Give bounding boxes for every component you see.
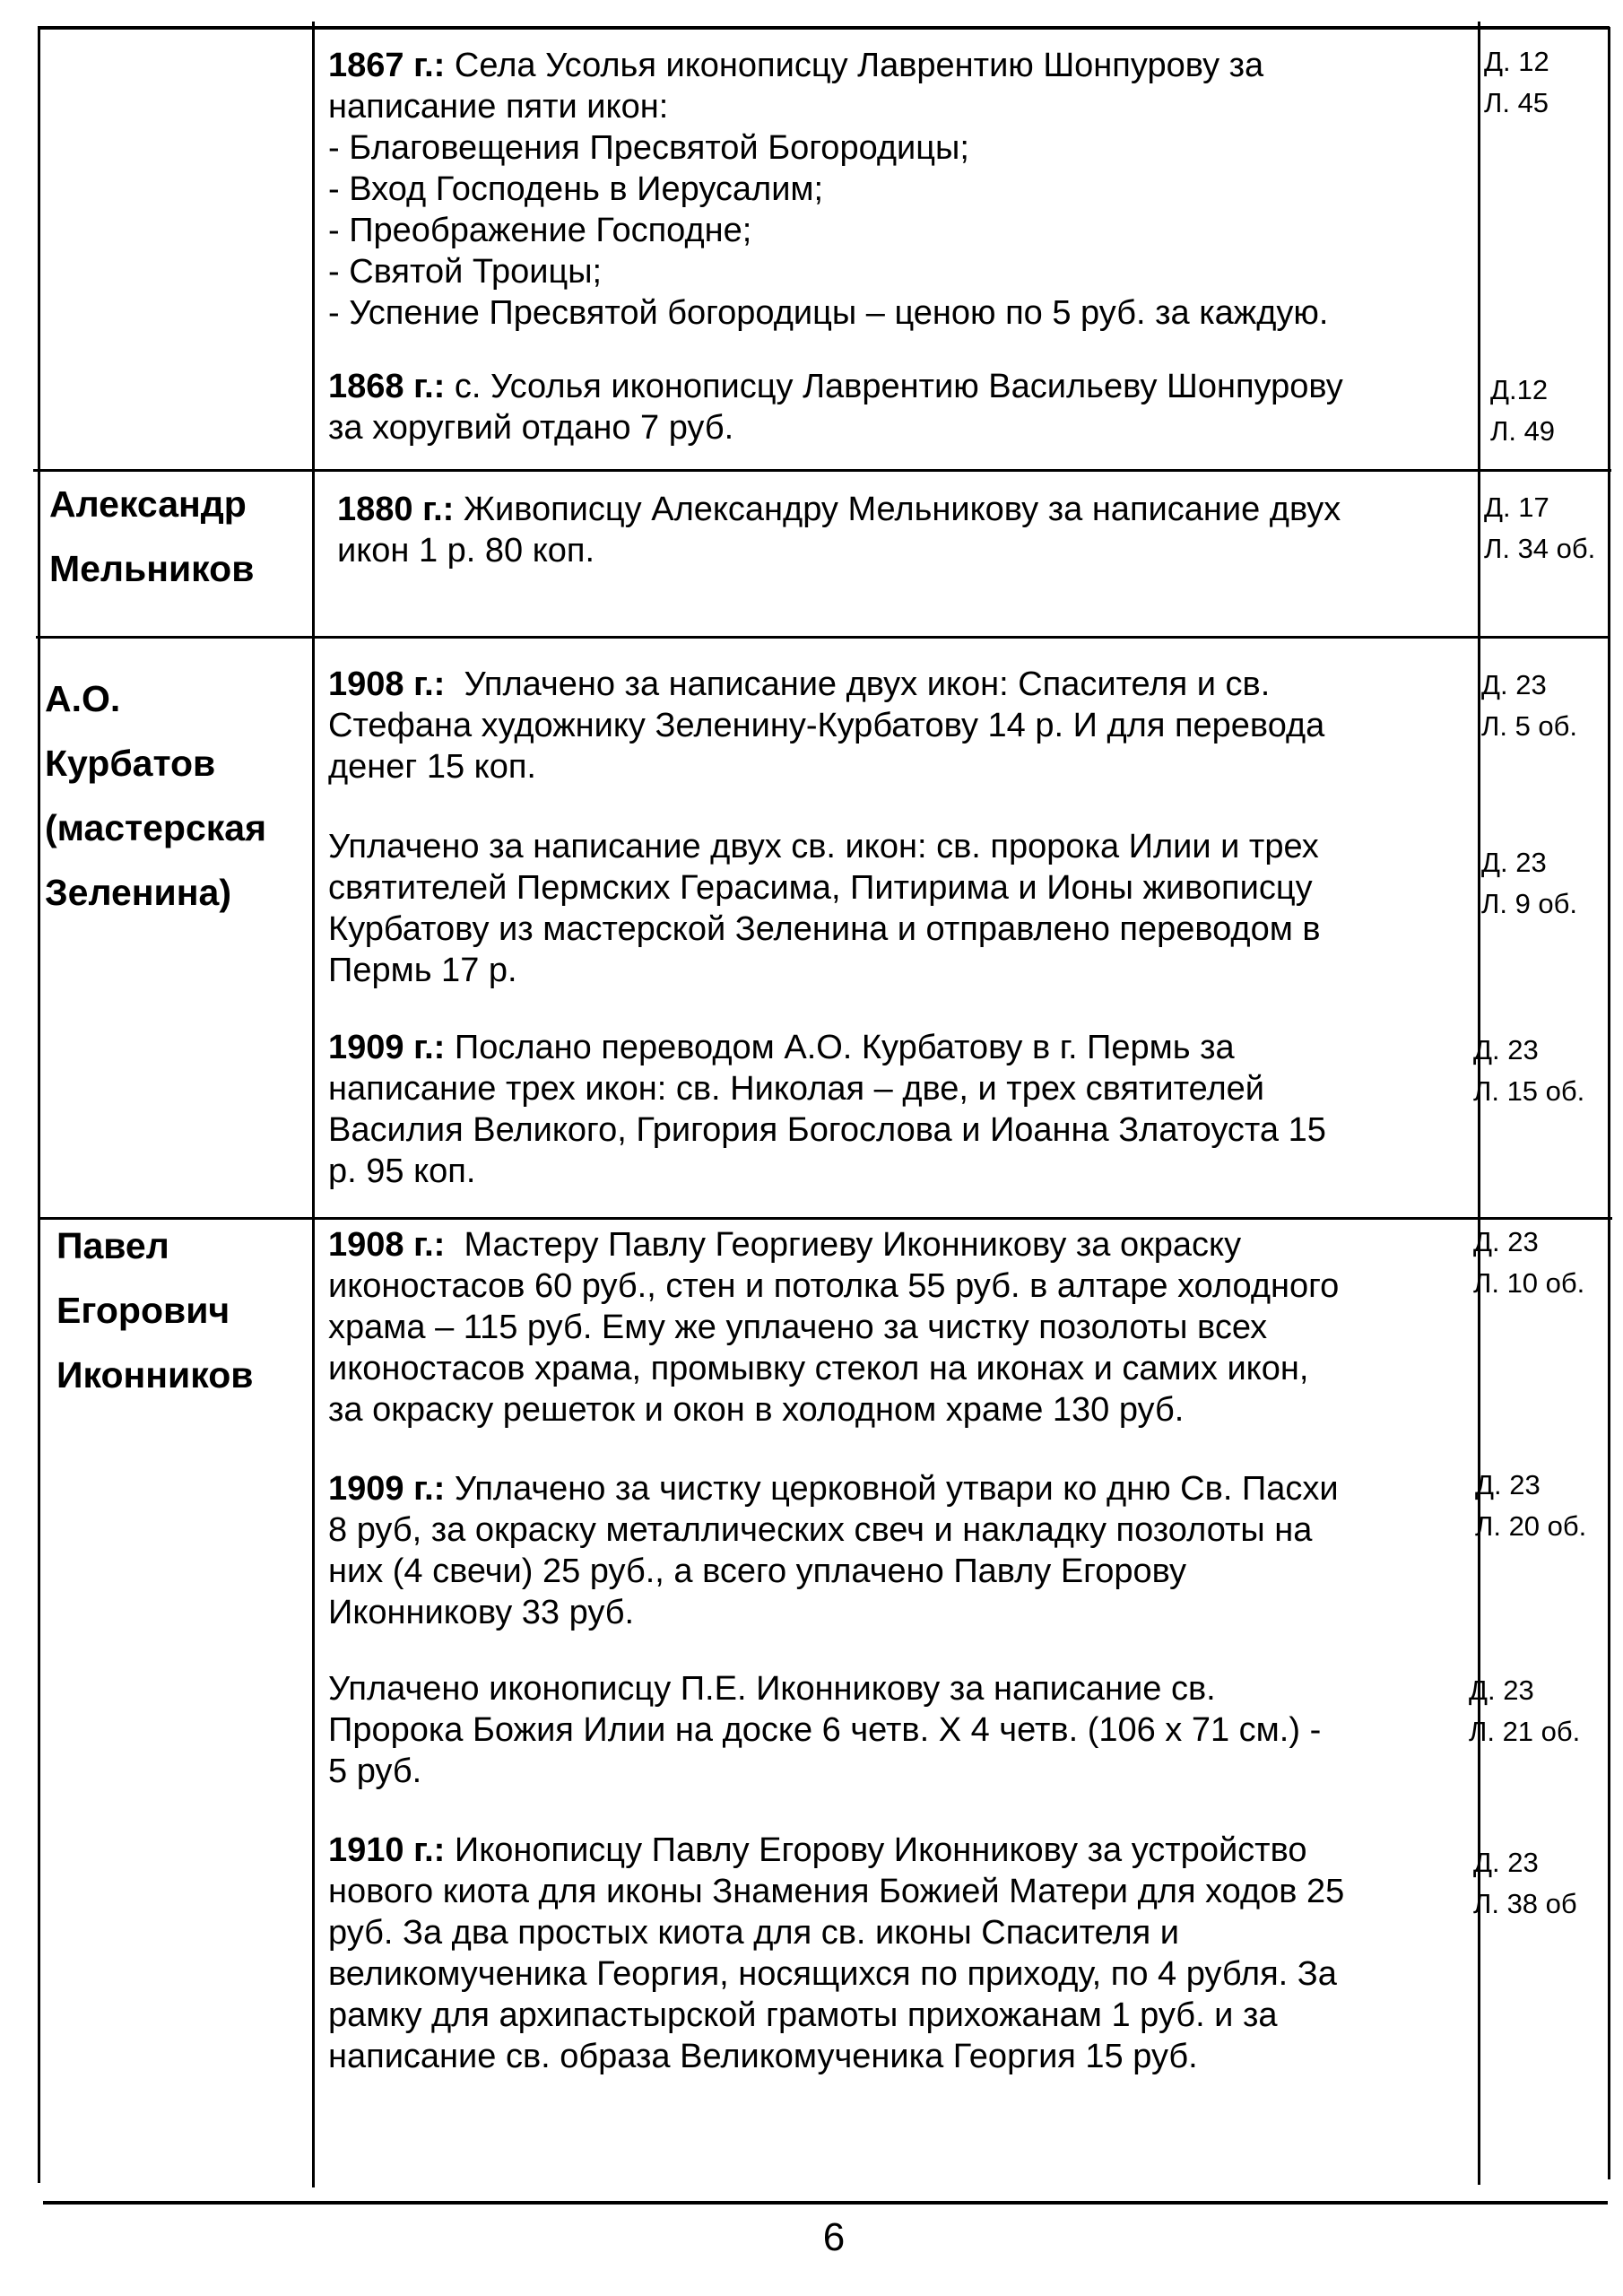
archive-reference: Д. 23 Л. 20 об. bbox=[1475, 1469, 1587, 1542]
row-divider bbox=[38, 1217, 1612, 1220]
row-divider bbox=[33, 469, 1611, 472]
artist-name: Александр Мельников bbox=[49, 483, 255, 589]
entry-text: Уплачено иконописцу П.Е. Иконникову за написание св. Пророка Божия Илии на доске 6 четв. Х 4 четв. (106 х 71 см.) - 5 руб. bbox=[328, 1670, 1322, 1790]
footer-rule bbox=[43, 2201, 1608, 2205]
entry-year: 1880 г.: bbox=[337, 491, 455, 528]
entry-text: 1908 г.: Мастеру Павлу Георгиеву Иконникову за окраску иконостасов 60 руб., стен и потолка 55 руб. в алтаре холодного храма – 115 руб. Ему же уплачено за чистку позолоты всех иконостасов храма, промывку стекол на иконах и самих икон, за окраску решеток и окон в холодном храме 130 руб. bbox=[328, 1226, 1340, 1429]
entry-text: 1909 г.: Послано переводом А.О. Курбатову в г. Пермь за написание трех икон: св. Николая – две, и трех святителей Василия Великого, Григория Богослова и Иоанна Златоуста 15 р. 95 коп. bbox=[328, 1029, 1326, 1190]
archive-reference: Д. 23 Л. 38 об bbox=[1473, 1847, 1577, 1919]
entry-year: 1910 г.: bbox=[328, 1831, 446, 1869]
entry-year: 1909 г.: bbox=[328, 1470, 446, 1508]
entry-text: 1910 г.: Иконописцу Павлу Егорову Иконникову за устройство нового киота для иконы Знамения Божией Матери для ходов 25 руб. За два простых киота для св. иконы Спасителя и великомученика Георгия, носящихся по приходу, по 4 рубля. За рамку для архипастырской грамоты прихожанам 1 руб. и за написание св. образа Великомученика Георгия 15 руб. bbox=[328, 1831, 1345, 2075]
table-left-border bbox=[38, 26, 40, 2183]
entry-year: 1868 г.: bbox=[328, 368, 446, 405]
entry-text: 1909 г.: Уплачено за чистку церковной утвари ко дню Св. Пасхи 8 руб, за окраску металлических свеч и накладку позолоты на них (4 свечи) 25 руб., а всего уплачено Павлу Егорову Иконникову 33 руб. bbox=[328, 1470, 1339, 1631]
entry-year: 1908 г.: bbox=[328, 1226, 446, 1264]
entry-text: 1867 г.: Села Усолья иконописцу Лаврентию Шонпурову за написание пяти икон: - Благовещения Пресвятой Богородицы; - Вход Господень в Иерусалим; - Преображение Господне; - Святой Троицы; - Успение Пресвятой богородицы – ценою по 5 руб. за каждую. bbox=[328, 47, 1329, 332]
artist-name: А.О. Курбатов (мастерская Зеленина) bbox=[45, 678, 267, 913]
page-number: 6 bbox=[822, 2215, 846, 2259]
archive-reference: Д. 12 Л. 45 bbox=[1484, 46, 1549, 118]
archive-reference: Д. 23 Л. 5 об. bbox=[1481, 669, 1578, 742]
entry-year: 1908 г.: bbox=[328, 665, 446, 703]
entry-text: 1908 г.: Уплачено за написание двух икон: Спасителя и св. Стефана художнику Зеленину-Курбатову 14 р. И для перевода денег 15 коп. bbox=[328, 665, 1325, 786]
entry-year: 1909 г.: bbox=[328, 1029, 446, 1066]
artist-name: Павел Егорович Иконников bbox=[56, 1225, 254, 1396]
archive-reference: Д.12 Л. 49 bbox=[1490, 374, 1556, 447]
table-right-border bbox=[1608, 27, 1610, 2179]
name-column-divider bbox=[312, 22, 315, 2187]
archive-reference: Д. 23 Л. 10 об. bbox=[1473, 1226, 1585, 1299]
entry-text: 1868 г.: с. Усолья иконописцу Лаврентию Васильеву Шонпурову за хоругвий отдано 7 руб. bbox=[328, 368, 1343, 447]
archive-reference: Д. 23 Л. 21 об. bbox=[1469, 1674, 1581, 1747]
row-divider bbox=[36, 636, 1610, 639]
archive-reference: Д. 23 Л. 9 об. bbox=[1481, 847, 1578, 919]
archive-reference: Д. 17 Л. 34 об. bbox=[1484, 491, 1596, 564]
entry-year: 1867 г.: bbox=[328, 47, 446, 84]
entry-text: 1880 г.: Живописцу Александру Мельникову за написание двух икон 1 р. 80 коп. bbox=[337, 491, 1341, 570]
table-top-border bbox=[39, 26, 1610, 30]
entry-text: Уплачено за написание двух св. икон: св. пророка Илии и трех святителей Пермских Герасима, Питирима и Ионы живописцу Курбатову из мастерской Зеленина и отправлено переводом в Пермь 17 р. bbox=[328, 828, 1321, 989]
archive-reference: Д. 23 Л. 15 об. bbox=[1473, 1034, 1585, 1107]
